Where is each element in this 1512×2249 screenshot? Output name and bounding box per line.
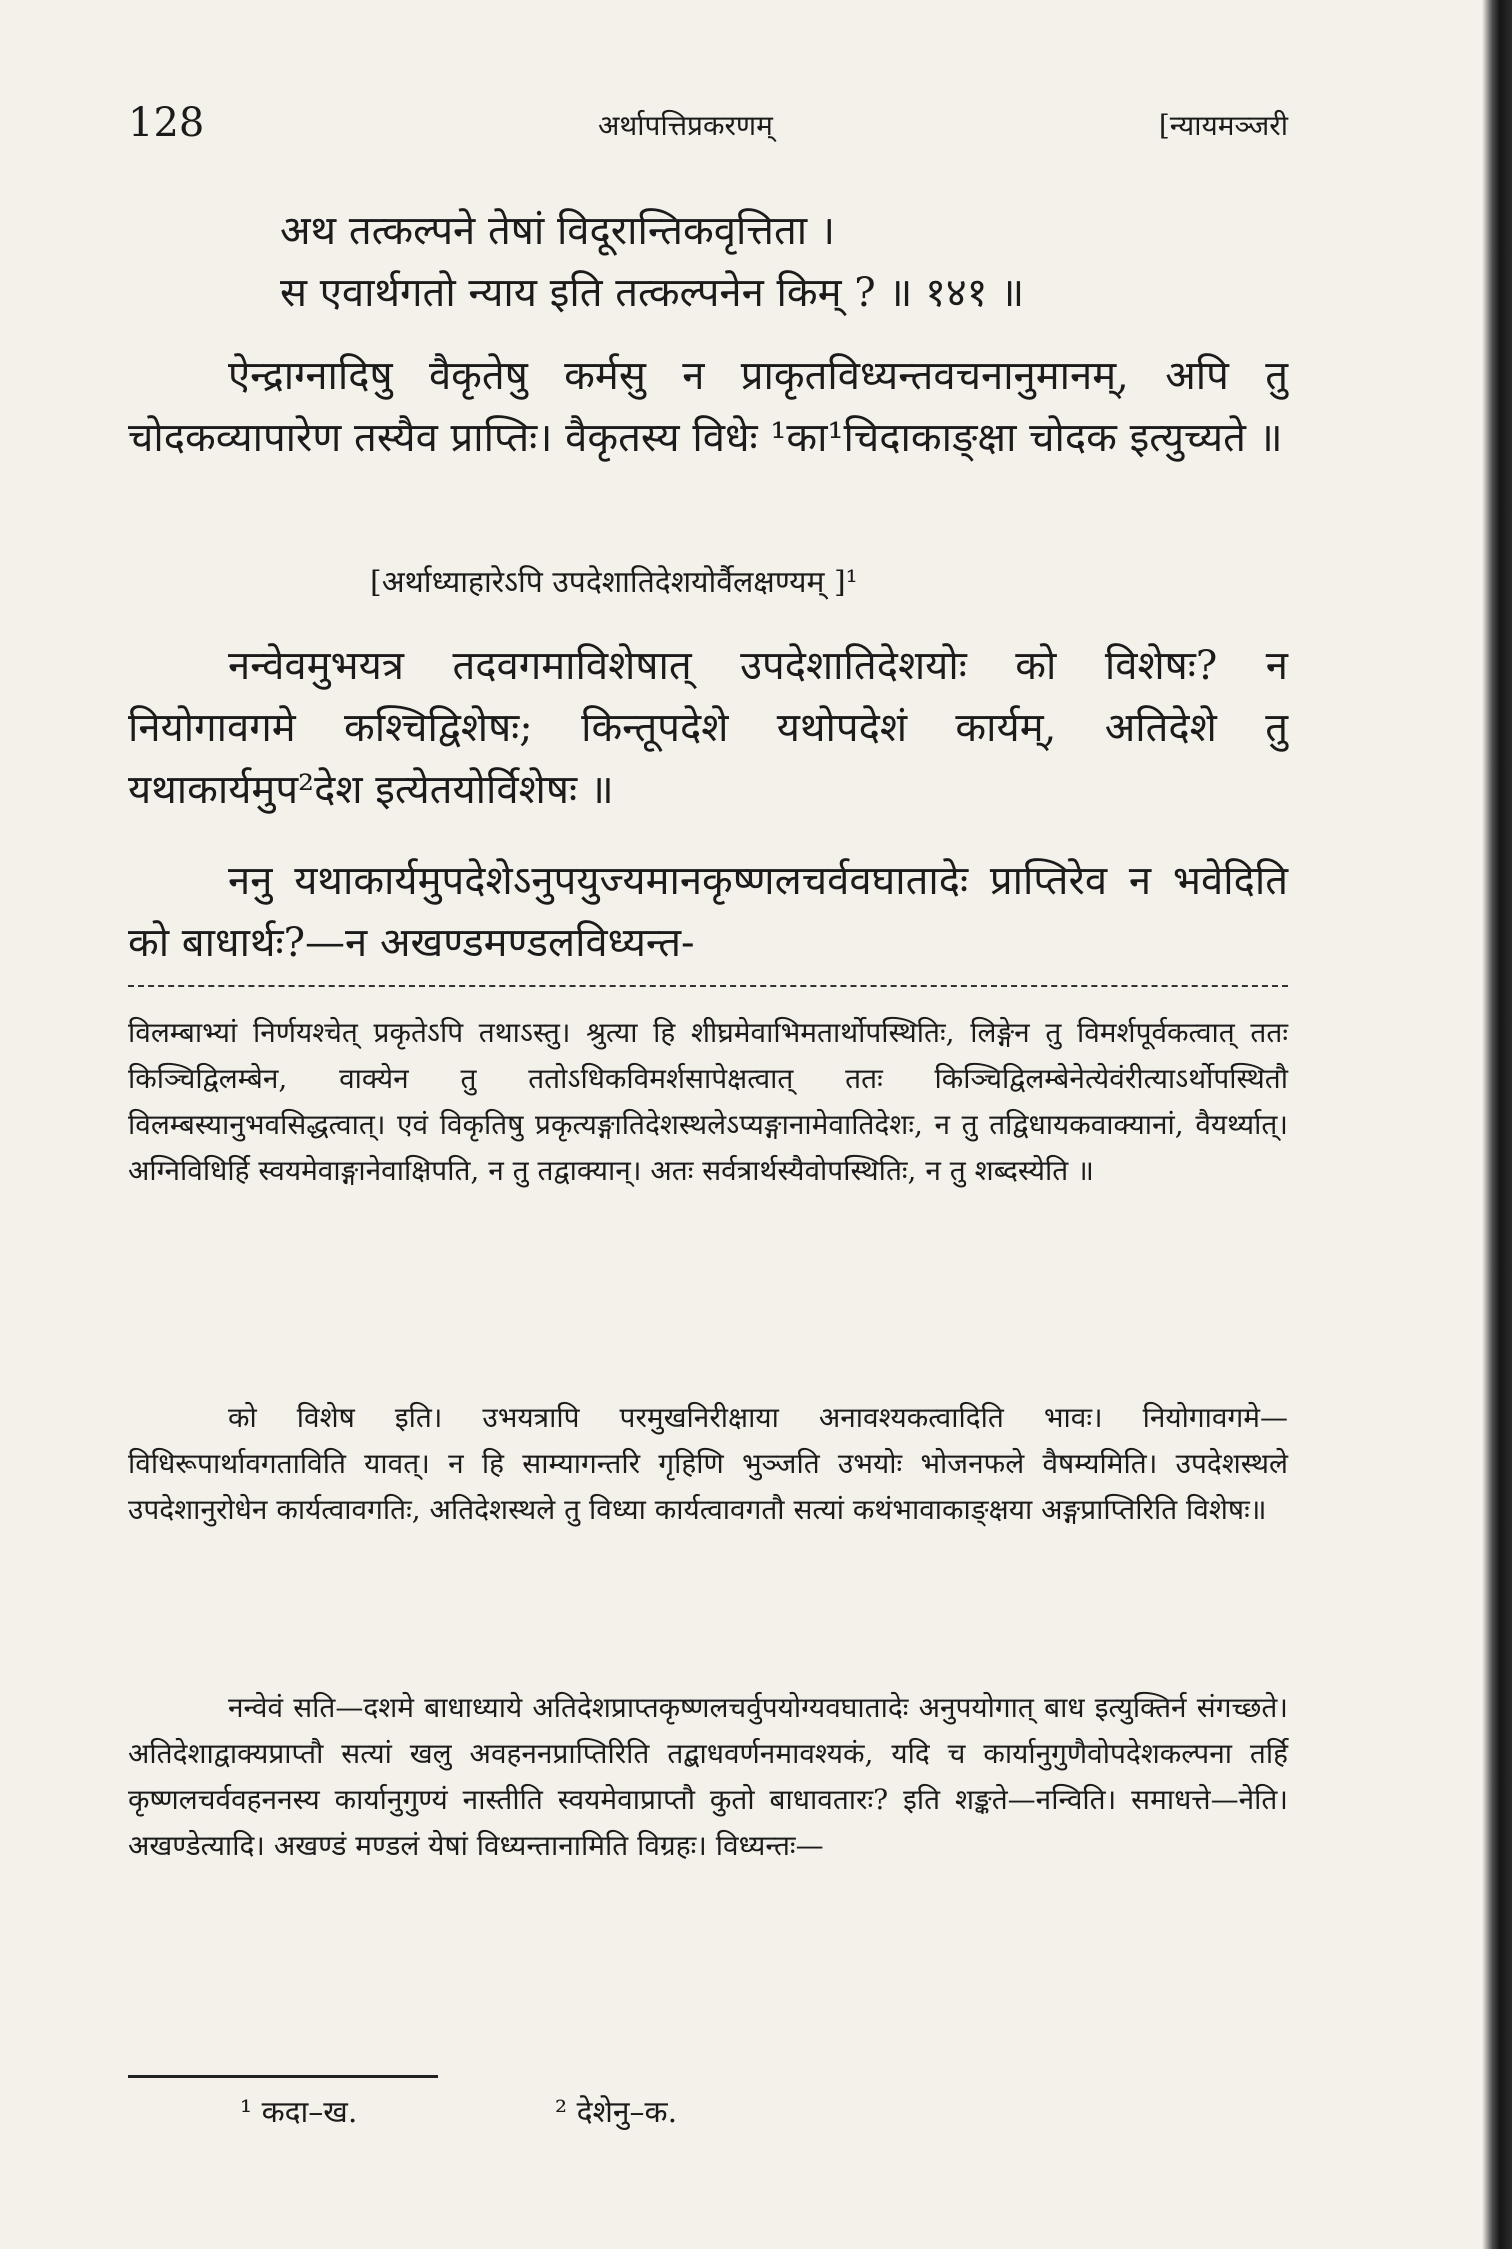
commentary-paragraph-2: को विशेष इति। उभयत्रापि परमुखनिरीक्षाया अनावश्यकत्वादिति भावः। नियोगावगमे—विधिरूपार्थावगताविति यावत्। न हि साम्यागन्तरि गृहिणि भुञ्जति उभयोः भोजनफले वैषम्यमिति। उपदेशस्थले उपदेशानुरोधेन कार्यत्वावगतिः, अतिदेशस्थले तु विध्या कार्यत्वावगतौ सत्यां कथंभावाकाङ्क्षया अङ्गप्राप्तिरिति विशेषः॥ — [128, 1401, 1288, 1526]
main-paragraph-3: ननु यथाकार्यमुपदेशेऽनुपयुज्यमानकृष्णलचर्ववघातादेः प्राप्तिरेव न भवेदिति को बाधार्थः?—न अखण्डमण्डलविध्यन्त- — [128, 858, 1288, 966]
verse-block — [280, 200, 1280, 324]
commentary-paragraph-1: विलम्बाभ्यां निर्णयश्चेत् प्रकृतेऽपि तथाऽस्तु। श्रुत्या हि शीघ्रमेवाभिमतार्थोपस्थितिः, लिङ्गेन तु विमर्शपूर्वकत्वात् ततः किञ्चिद्विलम्बेन, वाक्येन तु ततोऽधिकविमर्शसापेक्षत्वात् ततः किञ्चिद्विलम्बेनेत्येवंरीत्याऽर्थोपस्थितौ विलम्बस्यानुभवसिद्धत्वात्। एवं विकृतिषु प्रकृत्यङ्गातिदेशस्थलेऽप्यङ्गानामेवातिदेशः, न तु तद्विधायकवाक्यानां, वैयर्थ्यात्। अग्निविधिर्हि स्वयमेवाङ्गानेवाक्षिपति, न तु तद्वाक्यान्। अतः सर्वत्रार्थस्यैवोपस्थितिः, न तु शब्दस्येति ॥ — [128, 1016, 1288, 1187]
subheading: [अर्थाध्याहारेऽपि उपदेशातिदेशयोर्वैलक्षण्यम् ]¹ — [370, 565, 858, 600]
section-title: [न्यायमञ्जरी — [1158, 109, 1288, 142]
verse-line-2: स एवार्थगतो न्याय इति तत्कल्पनेन किम् ? ॥ १४१ ॥ — [280, 270, 1025, 316]
footnote-2: ² देशेनु–क. — [555, 2095, 678, 2130]
page-header — [128, 100, 1288, 160]
main-paragraph-1: ऐन्द्राग्नादिषु वैकृतेषु कर्मसु न प्राकृतविध्यन्तवचनानुमानम्, अपि तु चोदकव्यापारेण तस्यैव प्राप्तिः। वैकृतस्य विधेः ¹का¹चिदाकाङ्क्षा चोदक इत्युच्यते ॥ — [128, 353, 1288, 461]
commentary-paragraph-3: नन्वेवं सति—दशमे बाधाध्याये अतिदेशप्राप्तकृष्णलचर्वुपयोग्यवघातादेः अनुपयोगात् बाध इत्युक्तिर्न संगच्छते। अतिदेशाद्वाक्यप्राप्तौ सत्यां खलु अवहननप्राप्तिरिति तद्बाधवर्णनमावश्यकं, यदि च कार्यानुगुणैवोपदेशकल्पना तर्हि कृष्णलचर्ववहननस्य कार्यानुगुण्यं नास्तीति स्वयमेवाप्राप्तौ कुतो बाधावतारः? इति शङ्कते—नन्विति। समाधत्ते—नेति। अखण्डेत्यादि। अखण्डं मण्डलं येषां विध्यन्तानामिति विग्रहः। विध्यन्तः— — [128, 1691, 1288, 1862]
page-binding-edge — [1482, 0, 1512, 2249]
footnote-1: ¹ कदा–ख. — [240, 2095, 358, 2130]
footnote-divider — [128, 2075, 438, 2078]
commentary-divider — [128, 985, 1288, 987]
main-paragraph-2: नन्वेवमुभयत्र तदवगमाविशेषात् उपदेशातिदेशयोः को विशेषः? न नियोगावगमे कश्चिद्विशेषः; किन्तूपदेशे यथोपदेशं कार्यम्, अतिदेशे तु यथाकार्यमुप²देश इत्येतयोर्विशेषः ॥ — [128, 643, 1288, 813]
verse-line-1: अथ तत्कल्पने तेषां विदूरान्तिकवृत्तिता । — [280, 208, 835, 254]
running-title: अर्थापत्तिप्रकरणम् — [598, 109, 773, 142]
page-number: 128 — [128, 100, 205, 146]
